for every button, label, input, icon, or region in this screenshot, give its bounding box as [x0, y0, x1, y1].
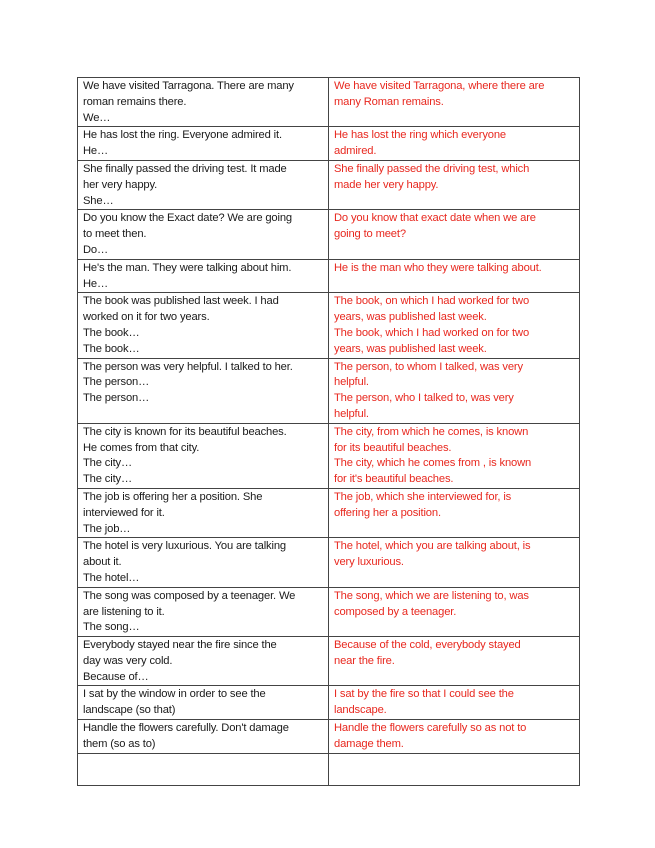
question-line: her very happy.	[83, 178, 158, 191]
question-line: She…	[83, 194, 114, 207]
answer-line: going to meet?	[334, 228, 406, 241]
question-line: Everybody stayed near the fire since the	[83, 639, 277, 652]
question-line: We have visited Tarragona. There are many	[83, 80, 294, 92]
question-line: He comes from that city.	[83, 441, 200, 454]
answer-line: for its beautiful beaches.	[334, 441, 452, 454]
table-row	[78, 293, 580, 358]
table-row	[78, 637, 580, 686]
question-cell	[78, 587, 329, 636]
answer-cell	[329, 78, 580, 127]
question-line: Because of…	[83, 670, 149, 683]
question-cell	[78, 259, 329, 293]
answer-line: We have visited Tarragona, where there are	[334, 80, 545, 92]
table-row	[78, 358, 580, 423]
answer-line: She finally passed the driving test, which	[334, 162, 530, 175]
answer-line: made her very happy.	[334, 178, 439, 191]
answer-cell	[329, 210, 580, 259]
question-line: landscape (so that)	[83, 704, 176, 717]
answer-cell	[329, 686, 580, 720]
question-line: The book was published last week. I had	[83, 295, 279, 308]
answer-cell	[329, 423, 580, 488]
question-line: She finally passed the driving test. It made	[83, 162, 287, 175]
question-cell	[78, 423, 329, 488]
exercise-table	[77, 77, 580, 786]
answer-line: The person, who I talked to, was very	[334, 392, 514, 405]
answer-cell	[329, 160, 580, 209]
answer-line: many Roman remains.	[334, 95, 444, 108]
answer-line: The person, to whom I talked, was very	[334, 360, 523, 373]
table-row	[78, 686, 580, 720]
answer-line: offering her a position.	[334, 506, 441, 519]
question-line: I sat by the window in order to see the	[83, 688, 266, 701]
question-line: The city…	[83, 473, 133, 486]
question-line: We…	[83, 111, 111, 124]
answer-line: Do you know that exact date when we are	[334, 212, 536, 225]
question-line: He's the man. They were talking about him.	[83, 261, 292, 274]
answer-line: The song, which we are listening to, was	[334, 589, 529, 602]
answer-line: The book, which I had worked on for two	[334, 326, 530, 339]
question-cell	[78, 538, 329, 587]
answer-cell	[329, 587, 580, 636]
table-row	[78, 587, 580, 636]
question-line: Do you know the Exact date? We are going	[83, 212, 292, 225]
answer-line: Handle the flowers carefully so as not to	[334, 722, 527, 735]
answer-line: I sat by the fire so that I could see the	[334, 688, 514, 701]
question-line: them (so as to)	[83, 737, 156, 750]
question-cell	[78, 488, 329, 537]
question-cell	[78, 127, 329, 161]
answer-line: for it's beautiful beaches.	[334, 473, 454, 486]
table-row	[78, 78, 580, 127]
table-row	[78, 720, 580, 754]
exercise-table-body	[78, 78, 580, 786]
question-line: The person was very helpful. I talked to her.	[83, 360, 293, 373]
answer-line: years, was published last week.	[334, 311, 487, 324]
table-row	[78, 210, 580, 259]
answer-cell	[329, 753, 580, 785]
table-row-empty	[78, 753, 580, 785]
answer-line: landscape.	[334, 704, 387, 717]
question-line: The book…	[83, 326, 140, 339]
question-line: He…	[83, 277, 109, 290]
question-line: The job is offering her a position. She	[83, 490, 263, 503]
question-line: to meet then.	[83, 228, 147, 241]
answer-cell	[329, 488, 580, 537]
answer-line: years, was published last week.	[334, 342, 487, 355]
question-line: The job…	[83, 522, 131, 535]
question-line: He has lost the ring. Everyone admired it.	[83, 129, 282, 142]
answer-line: near the fire.	[334, 654, 395, 667]
answer-line: The city, from which he comes, is known	[334, 425, 529, 438]
question-line: Do…	[83, 243, 109, 256]
question-line: The hotel is very luxurious. You are talking	[83, 540, 286, 553]
question-cell	[78, 686, 329, 720]
answer-line: admired.	[334, 145, 377, 158]
question-line: The hotel…	[83, 571, 140, 584]
table-row	[78, 259, 580, 293]
table-row	[78, 423, 580, 488]
question-line: The song was composed by a teenager. We	[83, 589, 296, 602]
answer-line: He is the man who they were talking about.	[334, 261, 542, 274]
question-line: He…	[83, 145, 109, 158]
answer-cell	[329, 358, 580, 423]
answer-line: The hotel, which you are talking about, is	[334, 540, 531, 553]
answer-line: very luxurious.	[334, 556, 404, 569]
answer-line: damage them.	[334, 737, 404, 750]
answer-line: He has lost the ring which everyone	[334, 129, 506, 142]
table-row	[78, 488, 580, 537]
question-cell	[78, 358, 329, 423]
question-cell	[78, 720, 329, 754]
question-line: The song…	[83, 621, 140, 634]
answer-cell	[329, 637, 580, 686]
question-cell	[78, 160, 329, 209]
question-line: worked on it for two years.	[83, 311, 210, 324]
question-line: The person…	[83, 392, 150, 405]
answer-line: Because of the cold, everybody stayed	[334, 639, 521, 652]
answer-line: The city, which he comes from , is known	[334, 457, 532, 470]
question-line: interviewed for it.	[83, 506, 165, 519]
table-row	[78, 127, 580, 161]
answer-cell	[329, 259, 580, 293]
question-cell	[78, 753, 329, 785]
answer-line: helpful.	[334, 407, 369, 420]
question-line: Handle the flowers carefully. Don't damage	[83, 722, 289, 735]
table-row	[78, 538, 580, 587]
answer-line: helpful.	[334, 376, 369, 389]
question-line: about it.	[83, 556, 122, 569]
answer-line: The book, on which I had worked for two	[334, 295, 530, 308]
question-line: roman remains there.	[83, 95, 187, 108]
question-line: The city…	[83, 457, 133, 470]
question-line: The person…	[83, 376, 150, 389]
question-line: day was very cold.	[83, 654, 173, 667]
question-cell	[78, 293, 329, 358]
question-cell	[78, 637, 329, 686]
question-cell	[78, 78, 329, 127]
answer-cell	[329, 293, 580, 358]
question-line: The book…	[83, 342, 140, 355]
question-line: are listening to it.	[83, 605, 165, 618]
answer-line: composed by a teenager.	[334, 605, 457, 618]
answer-line: The job, which she interviewed for, is	[334, 490, 512, 503]
question-cell	[78, 210, 329, 259]
table-row	[78, 160, 580, 209]
answer-cell	[329, 538, 580, 587]
answer-cell	[329, 720, 580, 754]
question-line: The city is known for its beautiful beaches.	[83, 425, 287, 438]
answer-cell	[329, 127, 580, 161]
